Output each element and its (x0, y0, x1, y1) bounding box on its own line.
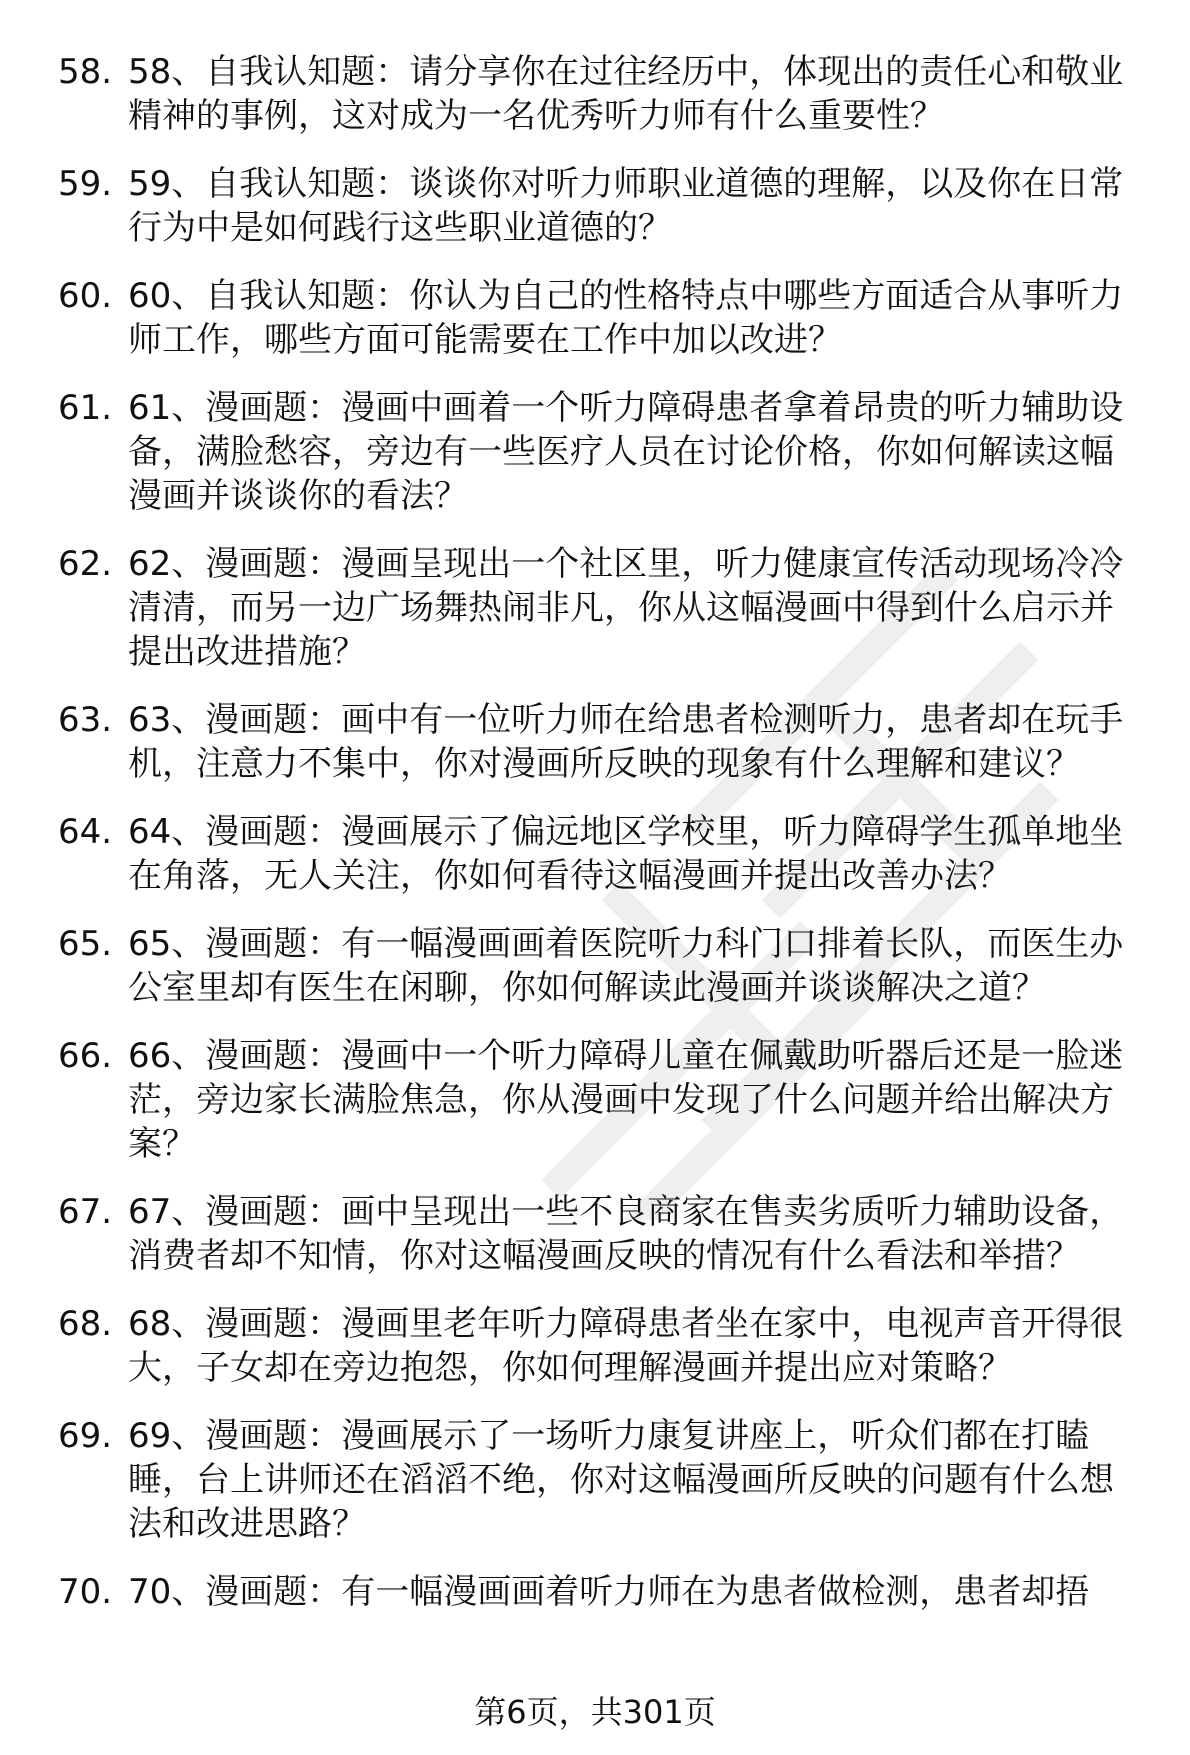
item-text: 62、漫画题：漫画呈现出一个社区里，听力健康宣传活动现场冷冷清清，而另一边广场舞热闹非凡，你从这幅漫画中得到什么启示并提出改进措施？ (128, 544, 1124, 672)
item-number: 70. (58, 1572, 113, 1612)
list-item (58, 1034, 1158, 1166)
item-number: 67. (58, 1192, 113, 1232)
item-text: 64、漫画题：漫画展示了偏远地区学校里，听力障碍学生孤单地坐在角落，无人关注，你如何看待这幅漫画并提出改善办法？ (128, 812, 1124, 896)
item-text: 63、漫画题：画中有一位听力师在给患者检测听力，患者却在玩手机，注意力不集中，你对漫画所反映的现象有什么理解和建议？ (128, 700, 1124, 784)
item-number: 68. (58, 1304, 113, 1344)
item-text: 60、自我认知题：你认为自己的性格特点中哪些方面适合从事听力师工作，哪些方面可能需要在工作中加以改进？ (128, 276, 1124, 360)
list-item (58, 1414, 1158, 1546)
item-number: 65. (58, 924, 113, 964)
list-item (58, 274, 1158, 362)
item-number: 66. (58, 1036, 113, 1076)
list-item (58, 810, 1158, 898)
item-text: 58、自我认知题：请分享你在过往经历中，体现出的责任心和敬业精神的事例，这对成为一名优秀听力师有什么重要性？ (128, 52, 1124, 136)
item-number: 59. (58, 164, 113, 204)
item-text: 61、漫画题：漫画中画着一个听力障碍患者拿着昂贵的听力辅助设备，满脸愁容，旁边有一些医疗人员在讨论价格，你如何解读这幅漫画并谈谈你的看法？ (128, 388, 1124, 516)
item-number: 69. (58, 1416, 113, 1456)
item-text: 66、漫画题：漫画中一个听力障碍儿童在佩戴助听器后还是一脸迷茫，旁边家长满脸焦急，你从漫画中发现了什么问题并给出解决方案？ (128, 1036, 1124, 1164)
item-number: 62. (58, 544, 113, 584)
item-text: 69、漫画题：漫画展示了一场听力康复讲座上，听众们都在打瞌睡，台上讲师还在滔滔不绝，你对这幅漫画所反映的问题有什么想法和改进思路？ (128, 1416, 1114, 1544)
item-number: 64. (58, 812, 113, 852)
item-text: 68、漫画题：漫画里老年听力障碍患者坐在家中，电视声音开得很大，子女却在旁边抱怨，你如何理解漫画并提出应对策略？ (128, 1304, 1124, 1388)
question-list (58, 50, 1158, 1638)
item-text: 59、自我认知题：谈谈你对听力师职业道德的理解，以及你在日常行为中是如何践行这些职业道德的？ (128, 164, 1124, 248)
item-number: 60. (58, 276, 113, 316)
list-item (58, 50, 1158, 138)
list-item (58, 1570, 1158, 1614)
list-item (58, 1190, 1158, 1278)
item-number: 61. (58, 388, 113, 428)
item-text: 65、漫画题：有一幅漫画画着医院听力科门口排着长队，而医生办公室里却有医生在闲聊，你如何解读此漫画并谈谈解决之道？ (128, 924, 1124, 1008)
item-text: 67、漫画题：画中呈现出一些不良商家在售卖劣质听力辅助设备，消费者却不知情，你对这幅漫画反映的情况有什么看法和举措？ (128, 1192, 1124, 1276)
list-item (58, 922, 1158, 1010)
item-text: 70、漫画题：有一幅漫画画着听力师在为患者做检测，患者却捂 (128, 1572, 1090, 1612)
page-footer: 第6页，共301页 (474, 1693, 716, 1731)
list-item (58, 386, 1158, 518)
list-item (58, 1302, 1158, 1390)
list-item (58, 162, 1158, 250)
list-item (58, 698, 1158, 786)
item-number: 58. (58, 52, 113, 92)
item-number: 63. (58, 700, 113, 740)
list-item (58, 542, 1158, 674)
